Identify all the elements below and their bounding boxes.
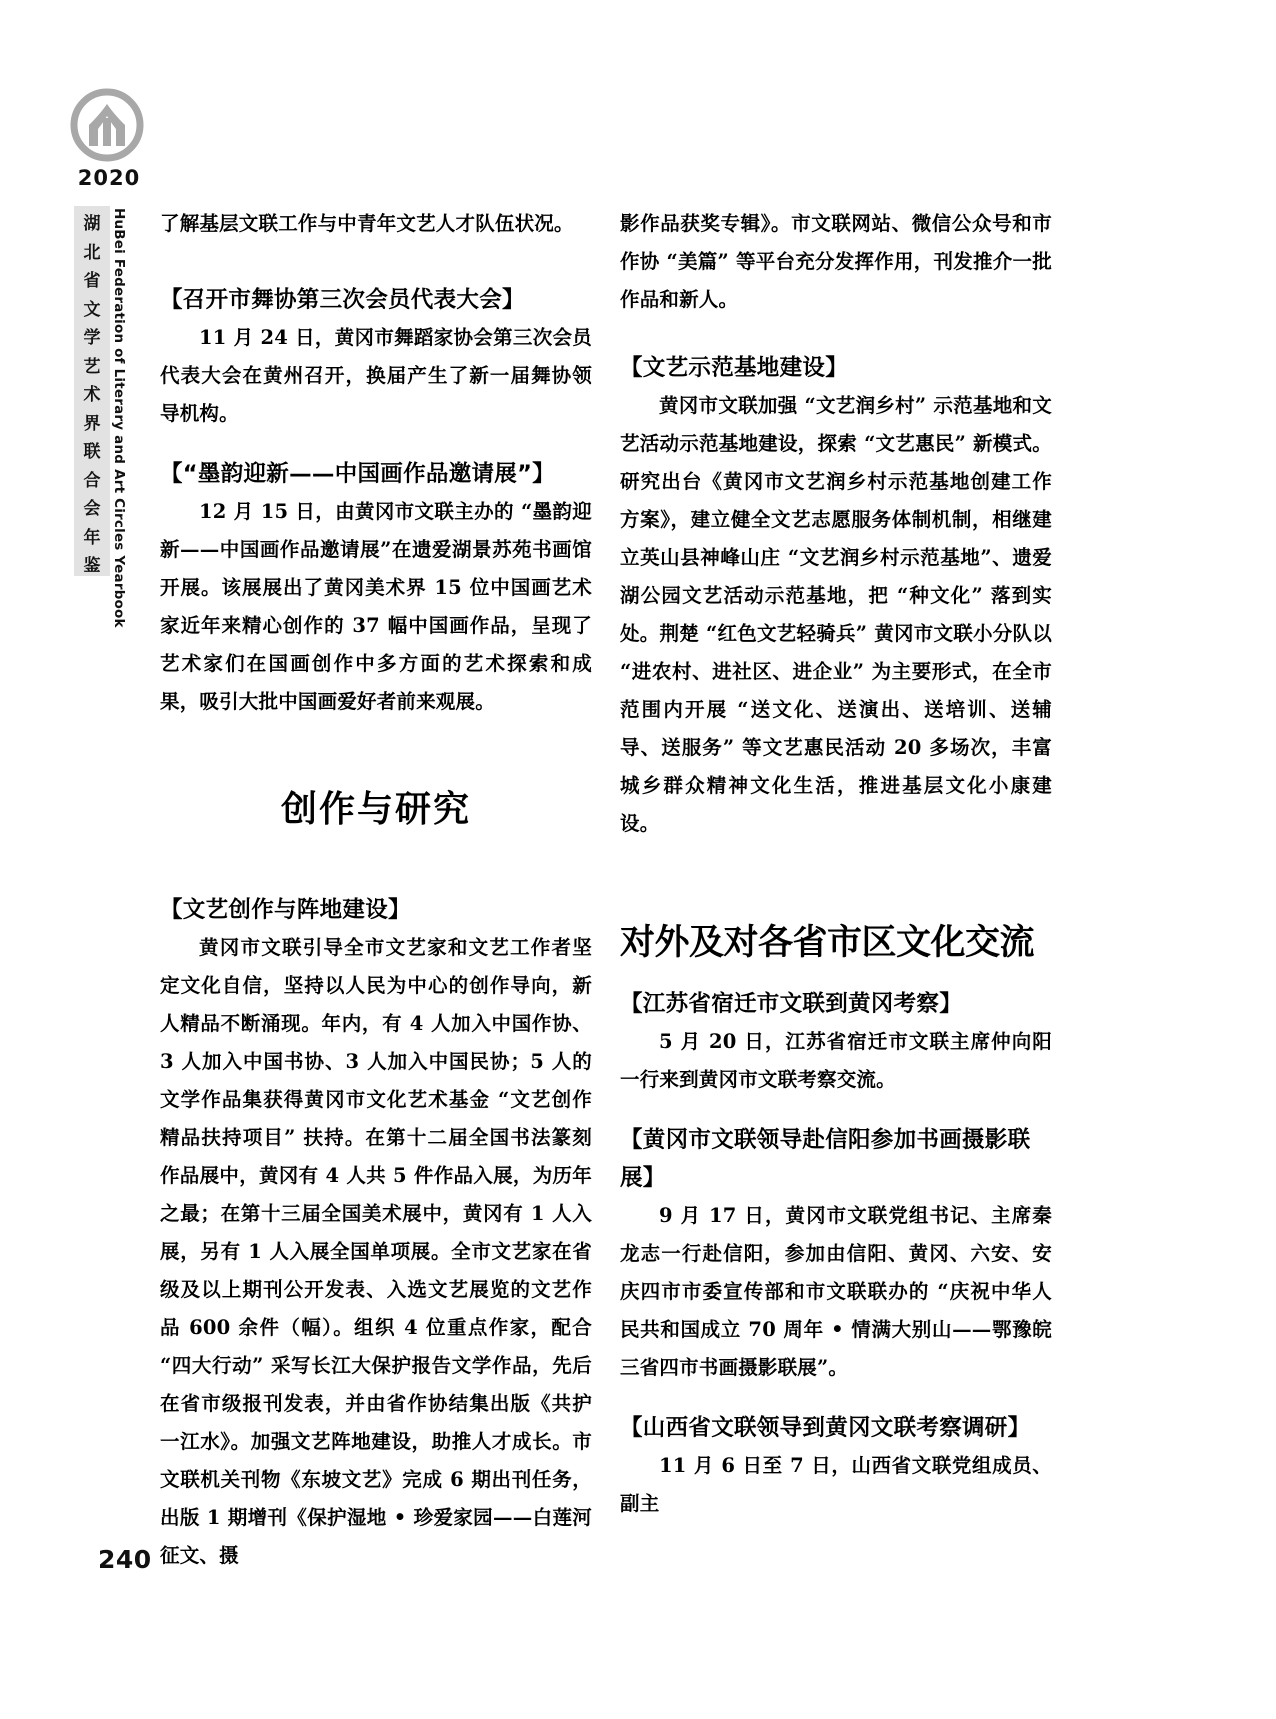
brand-vertical-title-en: HuBei Federation of Literary and Art Circles Yearbook (111, 208, 127, 628)
rail-char: 省 (83, 271, 101, 291)
entry-body-shanxi-research-visit: 11 月 6 日至 7 日，山西省文联党组成员、副主 (620, 1454, 1052, 1515)
entry-heading-suqian-visit: 【江苏省宿迁市文联到黄冈考察】 (620, 991, 963, 1017)
continued-paragraph-left: 了解基层文联工作与中青年文艺人才队伍状况。 (160, 212, 574, 235)
entry-body-ink-rhyme-exhibition: 12 月 15 日，由黄冈市文联主办的 “墨韵迎新——中国画作品邀请展”在遗爱湖景苏苑书画馆开展。该展展出了黄冈美术界 15 位中国画艺术家近年来精心创作的 37 幅中国画作品，呈现了艺术家们在国画创作中多方面的艺术探索和成果，吸引大批中国画爱好者前来观展。 (160, 500, 592, 713)
entry-heading-creation-positions: 【文艺创作与阵地建设】 (160, 897, 411, 923)
page-number: 240 (98, 1545, 152, 1574)
section-title-cultural-exchange: 对外及对各省市区文化交流 (620, 923, 1035, 963)
brand-year: 2020 (77, 166, 141, 190)
rail-char: 界 (83, 413, 101, 434)
rail-char: 联 (83, 442, 101, 462)
entry-body-xinyang-joint-exhibition: 9 月 17 日，黄冈市文联党组书记、主席秦龙志一行赴信阳，参加由信阳、黄冈、六安、安庆四市市委宣传部和市文联联办的 “庆祝中华人民共和国成立 70 周年 • 情满大别山——鄂豫皖三省四市书画摄影联展”。 (620, 1204, 1052, 1379)
rail-char: 术 (83, 385, 101, 405)
spacer (160, 433, 592, 455)
entry-heading-ink-rhyme-exhibition: 【“墨韵迎新——中国画作品邀请展”】 (160, 461, 555, 487)
spacer (620, 967, 1052, 985)
entry-body-dance-congress: 11 月 24 日，黄冈市舞蹈家协会第三次会员代表大会在黄州召开，换届产生了新一届舞协领导机构。 (160, 326, 592, 425)
brand-vertical-title-cn (76, 210, 108, 576)
rail-char: 文 (83, 299, 101, 320)
continued-paragraph-right: 影作品获奖专辑》。市文联网站、微信公众号和市作协 “美篇” 等平台充分发挥作用，刊发推介一批作品和新人。 (620, 212, 1052, 311)
rail-char: 学 (83, 328, 101, 348)
entry-body-creation-positions: 黄冈市文联引导全市文艺家和文艺工作者坚定文化自信，坚持以人民为中心的创作导向，新人精品不断涌现。年内，有 4 人加入中国作协、3 人加入中国书协、3 人加入中国民协；5 人的文学作品集获得黄冈市文化艺术基金 “文艺创作精品扶持项目” 扶持。在第十二届全国书法篆刻作品展中，黄冈有 4 人共 5 件作品入展，为历年之最；在第十三届全国美术展中，黄冈有 1 人入展，另有 1 人入展全国单项展。全市文艺家在省级及以上期刊公开发表、入选文艺展览的文艺作品 600 余件（幅）。组织 4 位重点作家，配合 “四大行动” 采写长江大保护报告文学作品，先后在省市级报刊发表，并由省作协结集出版《共护一江水》。加强文艺阵地建设，助推人才成长。市文联机关刊物《东坡文艺》完成 6 期出刊任务，出版 1 期增刊《保护湿地 • 珍爱家园——白莲河征文、摄 (160, 936, 592, 1567)
entry-body-demo-base-construction: 黄冈市文联加强 “文艺润乡村” 示范基地和文艺活动示范基地建设，探索 “文艺惠民” 新模式。研究出台《黄冈市文艺润乡村示范基地创建工作方案》，建立健全文艺志愿服务体制机制，相继建立英山县神峰山庄 “文艺润乡村示范基地”、遗爱湖公园文艺活动示范基地，把 “种文化” 落到实处。荆楚 “红色文艺轻骑兵” 黄冈市文联小分队以 “进农村、进社区、进企业” 为主要形式，在全市范围内开展 “送文化、送演出、送培训、送辅导、送服务” 等文艺惠民活动 20 多场次，丰富城乡群众精神文化生活，推进基层文化小康建设。 (620, 394, 1052, 835)
spacer (620, 319, 1052, 349)
spacer (620, 843, 1052, 919)
spacer (620, 1387, 1052, 1409)
federation-emblem-icon (70, 88, 144, 162)
rail-char: 鉴 (83, 556, 101, 576)
entry-heading-shanxi-research-visit: 【山西省文联领导到黄冈文联考察调研】 (620, 1415, 1031, 1441)
rail-char: 艺 (83, 356, 101, 377)
brand-rail (62, 88, 158, 628)
rail-char: 湖 (83, 214, 101, 234)
column-right (620, 205, 1052, 1523)
spacer (160, 835, 592, 891)
rail-char: 合 (83, 470, 101, 491)
entry-heading-dance-congress: 【召开市舞协第三次会员代表大会】 (160, 287, 525, 313)
column-left (160, 205, 592, 1575)
rail-char: 会 (83, 499, 101, 519)
spacer (160, 721, 592, 785)
entry-body-suqian-visit: 5 月 20 日，江苏省宿迁市文联主席仲向阳一行来到黄冈市文联考察交流。 (620, 1030, 1052, 1091)
entry-heading-xinyang-joint-exhibition: 【黄冈市文联领导赴信阳参加书画摄影联展】 (620, 1127, 1031, 1191)
section-title-creation-research: 创作与研究 (280, 789, 471, 830)
entry-heading-demo-base-construction: 【文艺示范基地建设】 (620, 355, 849, 381)
spacer (620, 1099, 1052, 1121)
rail-char: 年 (83, 527, 101, 548)
rail-char: 北 (83, 242, 101, 263)
spacer (160, 243, 592, 281)
